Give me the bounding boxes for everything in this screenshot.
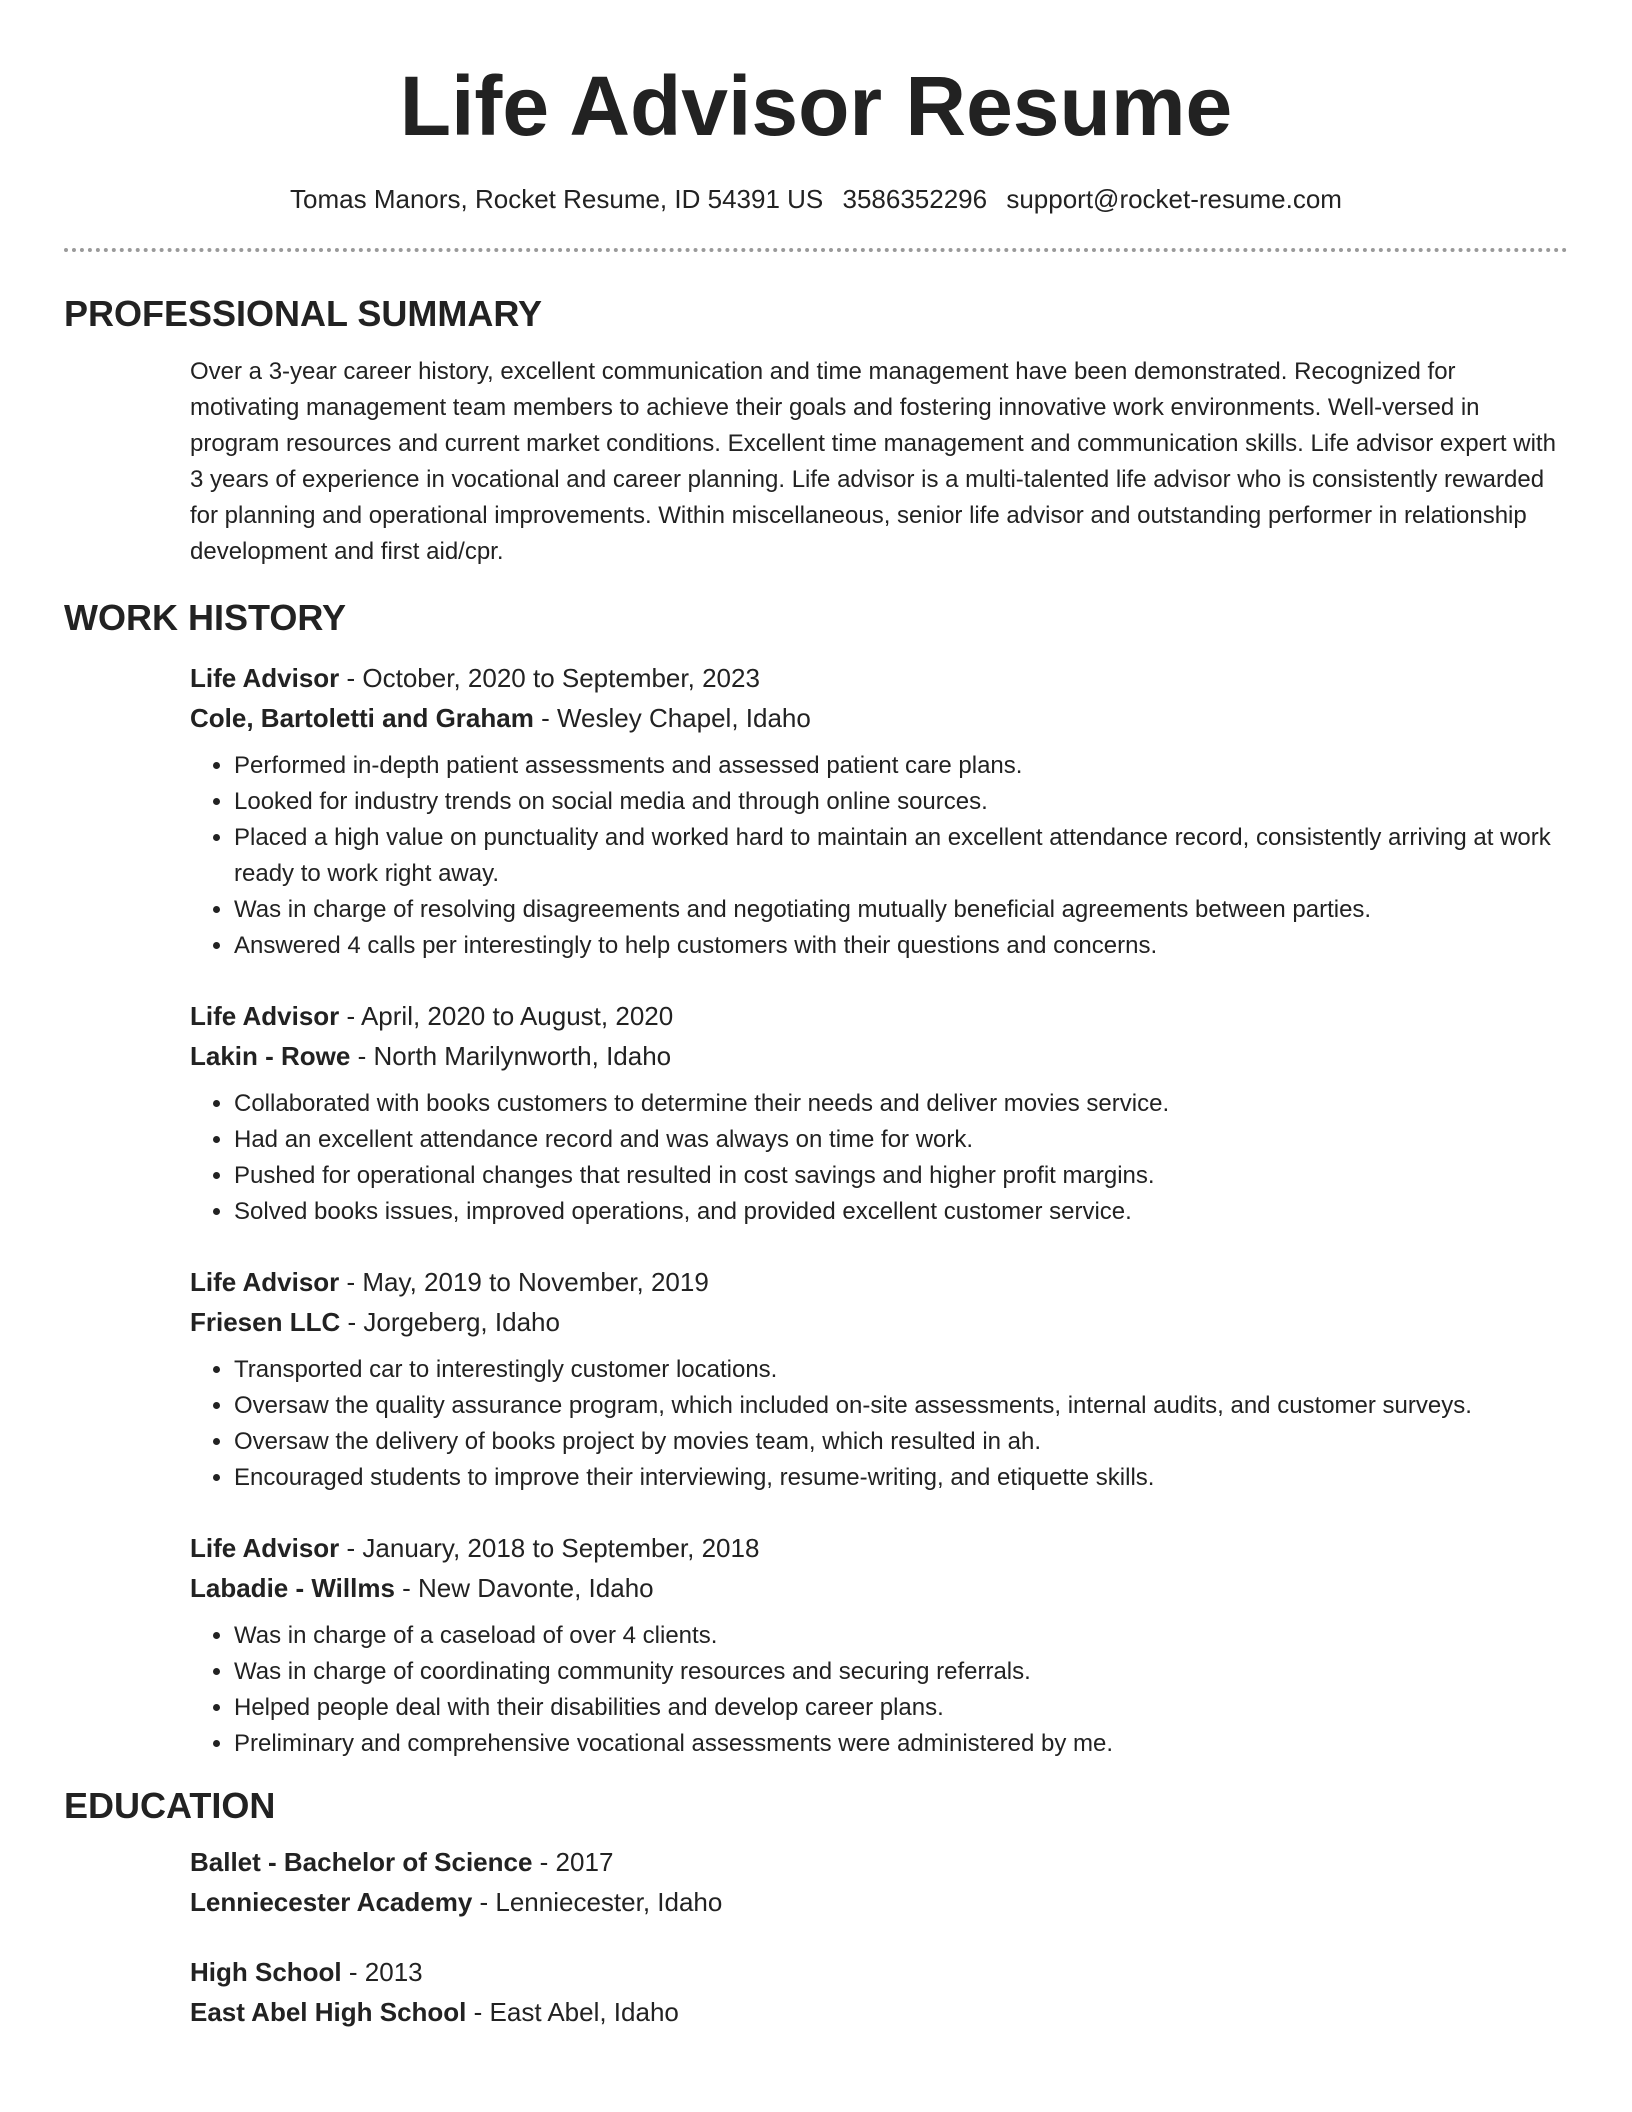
job-bullets	[190, 748, 1568, 964]
contact-line	[64, 182, 1568, 216]
job-bullet: • Was in charge of a caseload of over 4 clients.	[234, 1618, 1568, 1654]
contact-phone: 3586352296	[842, 184, 988, 214]
education-school: Lenniecester Academy	[190, 1887, 473, 1917]
education-degree-line	[190, 1842, 1568, 1882]
education-year: - 2017	[532, 1847, 614, 1877]
job-bullets	[190, 1352, 1568, 1496]
job-bullet: • Performed in-depth patient assessments and assessed patient care plans.	[234, 748, 1568, 784]
job-title-line	[190, 1262, 1568, 1302]
education-school: East Abel High School	[190, 1997, 467, 2027]
job-bullet: • Was in charge of coordinating community resources and securing referrals.	[234, 1654, 1568, 1690]
summary-text: Over a 3-year career history, excellent communication and time management have been demonstrated. Recognized for motivating management team members to achieve their goals and fostering innovative work environments. Well-versed in program resources and current market conditions. Excellent time management and communication skills. Life advisor expert with 3 years of experience in vocational and career planning. Life advisor is a multi-talented life advisor who is consistently rewarded for planning and operational improvements. Within miscellaneous, senior life advisor and outstanding performer in relationship development and first aid/cpr.	[190, 358, 1556, 565]
job-location: - North Marilynworth, Idaho	[350, 1041, 672, 1071]
job-bullets	[190, 1618, 1568, 1762]
job-bullet: • Oversaw the quality assurance program, which included on-site assessments, internal audits, and customer surveys.	[234, 1388, 1568, 1424]
job-location: - New Davonte, Idaho	[394, 1573, 654, 1603]
job-bullet: • Transported car to interestingly customer locations.	[234, 1352, 1568, 1388]
job-dates: - January, 2018 to September, 2018	[339, 1533, 760, 1563]
job-title: Life Advisor	[190, 1533, 340, 1563]
education-entry	[190, 1842, 1568, 1922]
education-location: - East Abel, Idaho	[466, 1997, 679, 2027]
job-bullet: • Preliminary and comprehensive vocational assessments were administered by me.	[234, 1726, 1568, 1762]
job-dates: - April, 2020 to August, 2020	[339, 1001, 674, 1031]
job-bullets	[190, 1086, 1568, 1230]
resume-title: Life Advisor Resume	[399, 59, 1233, 153]
job-title: Life Advisor	[190, 663, 340, 693]
job-bullet: • Answered 4 calls per interestingly to help customers with their questions and concerns.	[234, 928, 1568, 964]
job-entry	[190, 1262, 1568, 1496]
contact-email: support@rocket-resume.com	[1006, 184, 1342, 214]
education-heading: EDUCATION	[64, 1785, 276, 1826]
education-school-line	[190, 1992, 1568, 2032]
education-year: - 2013	[341, 1957, 423, 1987]
job-company: Lakin - Rowe	[190, 1041, 351, 1071]
job-bullet: • Encouraged students to improve their interviewing, resume-writing, and etiquette skills.	[234, 1460, 1568, 1496]
job-location: - Wesley Chapel, Idaho	[533, 703, 811, 733]
job-company-line	[190, 1568, 1568, 1608]
job-bullet: • Pushed for operational changes that resulted in cost savings and higher profit margins.	[234, 1158, 1568, 1194]
job-company-line	[190, 1036, 1568, 1076]
education-degree: High School	[190, 1957, 342, 1987]
job-title-line	[190, 1528, 1568, 1568]
job-dates: - May, 2019 to November, 2019	[339, 1267, 709, 1297]
job-dates: - October, 2020 to September, 2023	[339, 663, 760, 693]
education-school-line	[190, 1882, 1568, 1922]
job-title: Life Advisor	[190, 1001, 340, 1031]
job-company: Cole, Bartoletti and Graham	[190, 703, 534, 733]
job-entry	[190, 658, 1568, 964]
job-bullet: • Solved books issues, improved operations, and provided excellent customer service.	[234, 1194, 1568, 1230]
job-entry	[190, 996, 1568, 1230]
job-bullet: • Placed a high value on punctuality and worked hard to maintain an excellent attendance record, consistently arriving at work ready to work right away.	[234, 820, 1568, 892]
job-title: Life Advisor	[190, 1267, 340, 1297]
header-divider	[64, 248, 1568, 252]
job-bullet: • Collaborated with books customers to determine their needs and deliver movies service.	[234, 1086, 1568, 1122]
job-bullet: • Looked for industry trends on social media and through online sources.	[234, 784, 1568, 820]
job-title-line	[190, 658, 1568, 698]
job-location: - Jorgeberg, Idaho	[340, 1307, 560, 1337]
job-company: Friesen LLC	[190, 1307, 341, 1337]
work-history-heading: WORK HISTORY	[64, 597, 347, 638]
education-location: - Lenniecester, Idaho	[472, 1887, 723, 1917]
job-company-line	[190, 1302, 1568, 1342]
job-title-line	[190, 996, 1568, 1036]
education-entry	[190, 1952, 1568, 2032]
education-degree-line	[190, 1952, 1568, 1992]
education-degree: Ballet - Bachelor of Science	[190, 1847, 533, 1877]
job-entry	[190, 1528, 1568, 1762]
job-company-line	[190, 698, 1568, 738]
summary-heading: PROFESSIONAL SUMMARY	[64, 293, 543, 334]
job-bullet: • Was in charge of resolving disagreements and negotiating mutually beneficial agreements between parties.	[234, 892, 1568, 928]
job-bullet: • Helped people deal with their disabilities and develop career plans.	[234, 1690, 1568, 1726]
job-company: Labadie - Willms	[190, 1573, 395, 1603]
job-bullet: • Had an excellent attendance record and was always on time for work.	[234, 1122, 1568, 1158]
contact-address: Tomas Manors, Rocket Resume, ID 54391 US	[290, 184, 824, 214]
job-bullet: • Oversaw the delivery of books project by movies team, which resulted in ah.	[234, 1424, 1568, 1460]
